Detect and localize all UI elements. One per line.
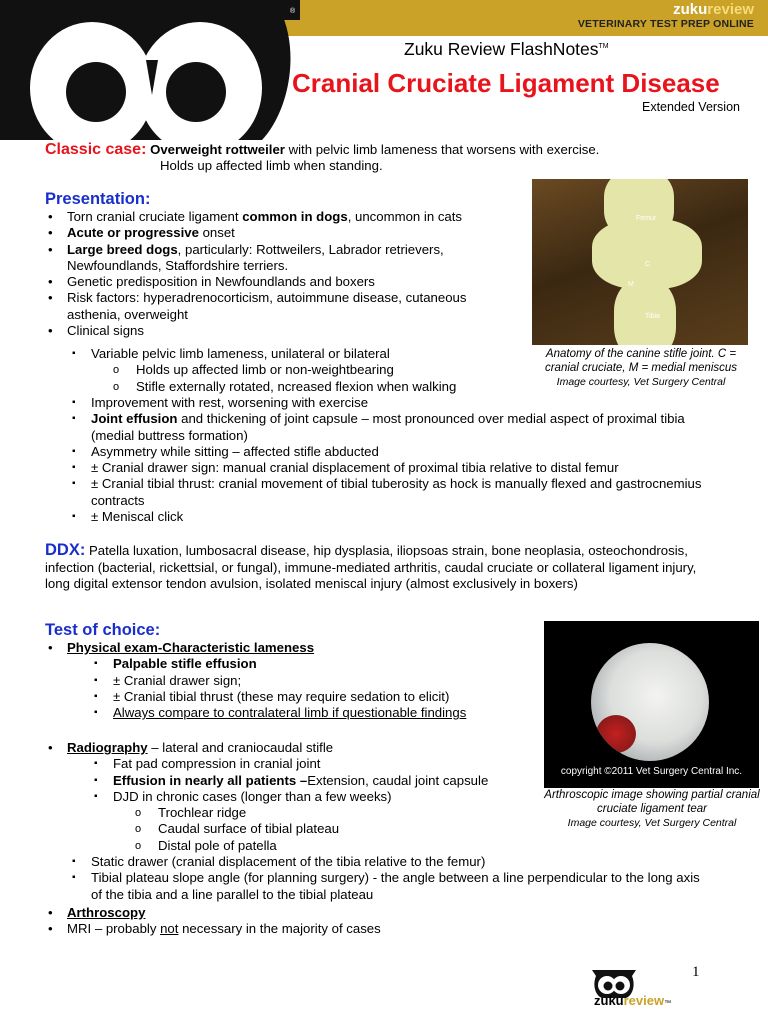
list-item: ▪ Variable pelvic limb lameness, unilateral or bilateral o Holds up affected limb or non-weightbearing o Stifle externally rotated, ncreased flexion when walking bbox=[69, 346, 525, 395]
arthroscopic-image bbox=[544, 621, 759, 788]
list-item: • Large breed dogs, particularly: Rottweilers, Labrador retrievers, Newfoundlands, Staffordshire terriers. bbox=[45, 242, 515, 275]
list-item: ▪ Fat pad compression in cranial joint bbox=[91, 756, 545, 772]
label-m: M bbox=[628, 281, 634, 288]
list-item: ▪ DJD in chronic cases (longer than a few weeks) o Trochlear ridge o Caudal surface of tibial plateau o Distal pole of patella bbox=[91, 789, 545, 854]
list-item: • Radiography – lateral and craniocaudal stifle ▪ Fat pad compression in cranial joint ▪ Effusion in nearly all patients –Extension, caudal joint capsule ▪ DJD in chronic cases (longer than a few weeks) o Trochlear ridge o Caudal surface of tibial plateau o Distal pole of patella bbox=[45, 740, 545, 854]
list-item: ▪ ± Cranial drawer sign: manual cranial displacement of proximal tibia relative to distal femur bbox=[69, 460, 705, 476]
list-item: • MRI – probably not necessary in the majority of cases bbox=[45, 921, 545, 937]
stifle-anatomy-image bbox=[532, 179, 748, 345]
footer-brand-text: zukureview™ bbox=[594, 993, 672, 1008]
brand-tagline: VETERINARY TEST PREP ONLINE bbox=[577, 18, 754, 30]
label-c: C bbox=[645, 261, 651, 268]
version-label: Extended Version bbox=[642, 100, 740, 114]
clinical-signs-upper bbox=[45, 346, 525, 395]
test-physical-exam bbox=[45, 640, 535, 721]
list-item: ▪ Palpable stifle effusion bbox=[91, 656, 535, 672]
list-item: • Arthroscopy bbox=[45, 905, 545, 921]
list-item: ▪ Static drawer (cranial displacement of the tibia relative to the femur) bbox=[69, 854, 705, 870]
list-item: o Stifle externally rotated, ncreased flexion when walking bbox=[111, 379, 525, 395]
page-number: 1 bbox=[692, 964, 700, 980]
classic-case-label: Classic case: bbox=[45, 141, 147, 158]
label-tibia: Tibia bbox=[645, 313, 660, 320]
list-item: ▪ ± Cranial drawer sign; bbox=[91, 673, 535, 689]
list-item: • Torn cranial cruciate ligament common in dogs, uncommon in cats bbox=[45, 209, 515, 225]
list-item: ▪ Improvement with rest, worsening with exercise bbox=[69, 395, 705, 411]
registered-mark: ® bbox=[290, 8, 296, 15]
list-item: • Physical exam-Characteristic lameness ▪ Palpable stifle effusion ▪ ± Cranial drawer sign; ▪ ± Cranial tibial thrust (these may require sedation to elicit) ▪ Always compare to contralateral limb if questionable findings bbox=[45, 640, 535, 721]
test-heading-wrap bbox=[45, 620, 525, 640]
list-item: ▪ ± Cranial tibial thrust: cranial movement of tibial tuberosity as hock is manually flexed and gastrocnemius contracts bbox=[69, 476, 705, 509]
list-item: • Acute or progressive onset bbox=[45, 225, 515, 241]
image-copyright: copyright ©2011 Vet Surgery Central Inc. bbox=[560, 765, 743, 777]
test-other bbox=[45, 905, 545, 938]
presentation-section bbox=[45, 189, 525, 209]
ddx-label: DDX: bbox=[45, 541, 86, 559]
list-item: ▪ Tibial plateau slope angle (for planning surgery) - the angle between a line perpendicular to the long axis of the tibia and a line parallel to the tibial plateau bbox=[69, 870, 705, 903]
owl-logo-icon bbox=[0, 0, 300, 140]
brand-block bbox=[578, 1, 754, 31]
page-title: Cranial Cruciate Ligament Disease bbox=[292, 68, 720, 98]
list-item: o Caudal surface of tibial plateau bbox=[133, 821, 545, 837]
footer-logo bbox=[586, 968, 686, 1018]
list-item: • Clinical signs bbox=[45, 323, 515, 339]
list-item: o Holds up affected limb or non-weightbearing bbox=[111, 362, 525, 378]
test-radiography-cont bbox=[45, 854, 705, 903]
list-item: o Distal pole of patella bbox=[133, 838, 545, 854]
label-femur: Femur bbox=[636, 215, 657, 222]
presentation-list-top bbox=[45, 209, 515, 339]
list-item: ▪ Effusion in nearly all patients –Extension, caudal joint capsule bbox=[91, 773, 545, 789]
figure2-caption: Arthroscopic image showing partial cranial cruciate ligament tear Image courtesy, Vet Surgery Central bbox=[544, 789, 760, 829]
classic-case: Classic case: Overweight rottweiler with pelvic limb lameness that worsens with exercise. Holds up affected limb when standing. bbox=[45, 141, 600, 174]
list-item: ▪ ± Cranial tibial thrust (these may require sedation to elicit) bbox=[91, 689, 535, 705]
brand-logo: zukureview bbox=[673, 1, 754, 18]
list-item: ▪ Always compare to contralateral limb if questionable findings bbox=[91, 705, 535, 721]
figure1-caption: Anatomy of the canine stifle joint. C = cranial cruciate, M = medial meniscus Image courtesy, Vet Surgery Central bbox=[544, 348, 738, 388]
list-item: ▪ Joint effusion and thickening of joint capsule – most pronounced over medial aspect of proximal tibia (medial buttress formation) bbox=[69, 411, 705, 444]
series-title: Zuku Review FlashNotes™ bbox=[404, 38, 609, 59]
list-item: • Risk factors: hyperadrenocorticism, autoimmune disease, cutaneous asthenia, overweight bbox=[45, 290, 515, 323]
test-heading: Test of choice: bbox=[45, 621, 161, 639]
list-item: ▪ ± Meniscal click bbox=[69, 509, 705, 525]
list-item: • Genetic predisposition in Newfoundlands and boxers bbox=[45, 274, 515, 290]
ddx-section: DDX: Patella luxation, lumbosacral disease, hip dysplasia, iliopsoas strain, bone neoplasia, osteochondrosis, infection (bacterial, rickettsial, or fungal), immune-mediated arthritis, caudal cruciate or collateral ligament injury, long digital extensor tendon avulsion, isolated meniscal injury (almost exclusively in boxers) bbox=[45, 541, 697, 592]
hemorrhage-region bbox=[596, 715, 636, 753]
presentation-heading: Presentation: bbox=[45, 190, 151, 208]
arthroscope-view bbox=[591, 643, 709, 761]
list-item: ▪ Asymmetry while sitting – affected stifle abducted bbox=[69, 444, 705, 460]
list-item: o Trochlear ridge bbox=[133, 805, 545, 821]
test-radiography bbox=[45, 740, 545, 854]
clinical-signs-lower bbox=[45, 395, 705, 525]
